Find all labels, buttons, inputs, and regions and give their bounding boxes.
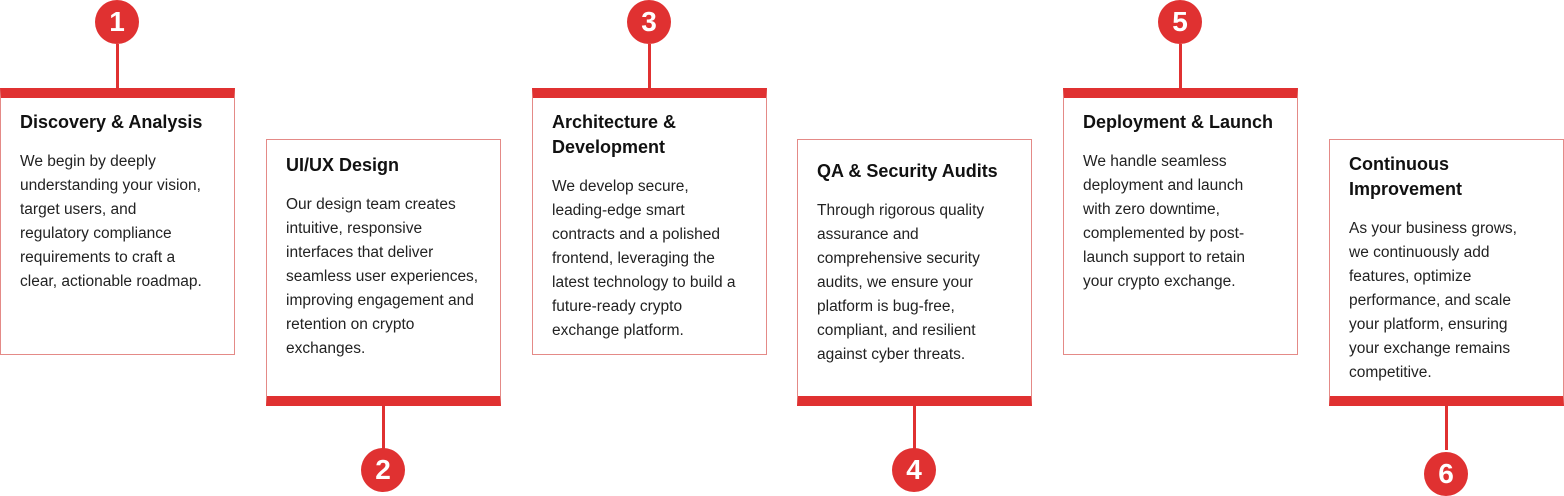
step-description: Our design team creates intuitive, responsive interfaces that deliver seamless user experiences, improving engagement and retention on crypto exchanges. bbox=[286, 196, 479, 357]
step-title: Architecture & Development bbox=[552, 112, 677, 157]
step-title: Discovery & Analysis bbox=[20, 112, 203, 132]
step-connector-line bbox=[1445, 405, 1448, 450]
step-card bbox=[532, 88, 767, 355]
step-description: As your business grows, we continuously add features, optimize performance, and scale your platform, ensuring your exchange remains competitive. bbox=[1349, 220, 1517, 381]
step-card bbox=[1063, 88, 1298, 355]
step-connector-line bbox=[382, 405, 385, 450]
step-number-badge: 1 bbox=[95, 0, 139, 44]
step-description: We begin by deeply understanding your vision, target users, and regulatory compliance requirements to craft a clear, actionable roadmap. bbox=[20, 153, 202, 290]
step-title: Continuous Improvement bbox=[1349, 154, 1463, 199]
step-connector-line bbox=[1179, 44, 1182, 89]
step-title: QA & Security Audits bbox=[817, 161, 998, 181]
process-step-5 bbox=[1063, 0, 1298, 496]
process-step-3 bbox=[532, 0, 767, 496]
step-card bbox=[797, 139, 1032, 406]
step-number-badge: 6 bbox=[1424, 452, 1468, 496]
step-card bbox=[1329, 139, 1564, 406]
step-title: Deployment & Launch bbox=[1083, 112, 1274, 132]
step-card bbox=[266, 139, 501, 406]
step-number-badge: 4 bbox=[892, 448, 936, 492]
step-number-badge: 3 bbox=[627, 0, 671, 44]
step-description: We handle seamless deployment and launch with zero downtime, complemented by post-launch support to retain your crypto exchange. bbox=[1083, 153, 1245, 290]
step-number-badge: 2 bbox=[361, 448, 405, 492]
step-connector-line bbox=[648, 44, 651, 89]
step-connector-line bbox=[116, 44, 119, 89]
step-description: We develop secure, leading-edge smart contracts and a polished frontend, leveraging the latest technology to build a future-ready crypto exchange platform. bbox=[552, 178, 736, 339]
step-title: UI/UX Design bbox=[286, 155, 400, 175]
process-step-4 bbox=[797, 0, 1032, 496]
process-step-1 bbox=[0, 0, 235, 496]
step-connector-line bbox=[913, 405, 916, 450]
process-step-2 bbox=[266, 0, 501, 496]
step-description: Through rigorous quality assurance and comprehensive security audits, we ensure your platform is bug-free, compliant, and resilient against cyber threats. bbox=[817, 202, 985, 363]
process-step-6 bbox=[1329, 0, 1564, 496]
step-card bbox=[0, 88, 235, 355]
step-number-badge: 5 bbox=[1158, 0, 1202, 44]
